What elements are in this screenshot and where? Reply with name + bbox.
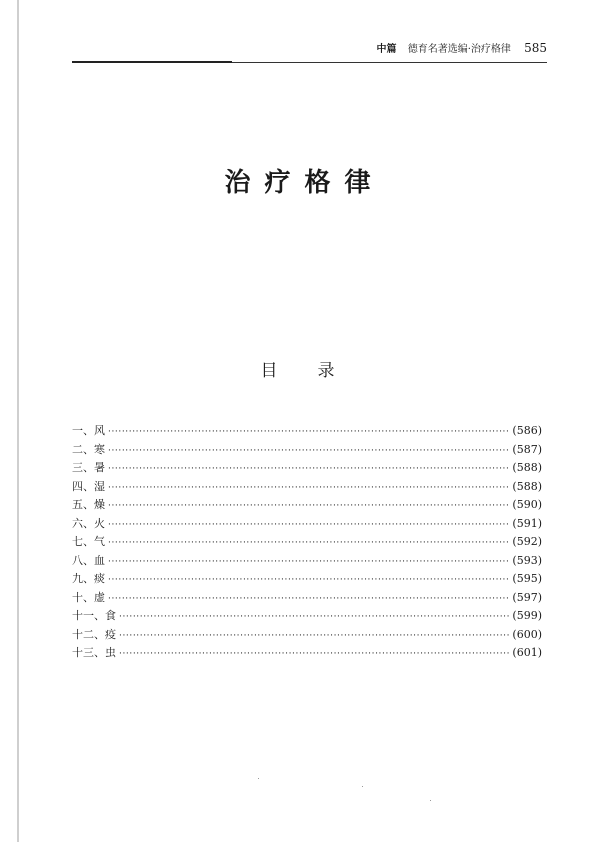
running-header: [72, 40, 547, 62]
toc-item[interactable]: [72, 626, 542, 645]
toc-leader-dots: [108, 497, 509, 516]
toc-item[interactable]: [72, 422, 542, 441]
toc-item-label: 八、血: [72, 553, 105, 567]
toc-item-label: 六、火: [72, 516, 105, 530]
scan-speck: [430, 800, 431, 801]
toc-leader-dots: [108, 442, 509, 461]
toc-item-label: 七、气: [72, 535, 105, 548]
toc-title: 目录: [260, 361, 375, 381]
toc-item-label: 三、暑: [72, 461, 105, 474]
toc-leader-dots: [119, 627, 509, 646]
toc-item-label: 二、寒: [72, 442, 105, 456]
toc-leader-dots: [119, 608, 509, 627]
toc-item[interactable]: [72, 478, 542, 497]
toc-item[interactable]: [72, 441, 542, 460]
chapter-title: 治疗格律: [224, 168, 385, 198]
toc-item-label: 十、虚: [72, 590, 105, 604]
toc-item-label: 一、风: [72, 424, 105, 437]
toc-item-page: (587): [512, 442, 542, 456]
toc-item-page: (600): [512, 627, 542, 641]
toc-item-page: (590): [512, 498, 542, 511]
toc-item[interactable]: [72, 552, 542, 571]
toc-item[interactable]: [72, 644, 542, 663]
scan-speck: [362, 786, 363, 787]
toc-item-page: (586): [512, 424, 542, 437]
header-page-number: 585: [524, 41, 547, 55]
toc-leader-dots: [108, 553, 509, 572]
toc-item-page: (601): [512, 646, 542, 659]
toc-item-page: (593): [512, 553, 542, 567]
toc-leader-dots: [108, 423, 509, 442]
toc-item[interactable]: [72, 570, 542, 589]
toc-item-page: (595): [512, 572, 542, 585]
toc-item[interactable]: [72, 607, 542, 626]
scan-speck: [258, 778, 259, 779]
toc-item-page: (597): [512, 590, 542, 604]
toc-item-label: 十二、疫: [72, 627, 116, 641]
toc-item-page: (592): [512, 535, 542, 548]
header-rule-accent: [72, 61, 232, 63]
toc-item-label: 五、燥: [72, 498, 105, 511]
toc-item-label: 十一、食: [72, 609, 116, 622]
toc-leader-dots: [108, 571, 509, 590]
toc-leader-dots: [108, 534, 509, 553]
toc-item-label: 九、痰: [72, 572, 105, 585]
toc-item[interactable]: [72, 459, 542, 478]
toc-leader-dots: [108, 479, 509, 498]
header-section: 中篇: [376, 44, 397, 55]
toc-item-label: 四、湿: [72, 479, 105, 493]
toc-item-label: 十三、虫: [72, 646, 116, 659]
toc-item[interactable]: [72, 496, 542, 515]
toc-item-page: (599): [512, 609, 542, 622]
page-binding-edge: [17, 0, 19, 842]
toc-item[interactable]: [72, 589, 542, 608]
toc-item-page: (591): [512, 516, 542, 530]
toc-item[interactable]: [72, 515, 542, 534]
toc-leader-dots: [108, 590, 509, 609]
toc-list: [72, 422, 542, 663]
toc-item-page: (588): [512, 461, 542, 474]
toc-leader-dots: [108, 460, 509, 479]
toc-item-page: (588): [512, 479, 542, 493]
toc-item[interactable]: [72, 533, 542, 552]
header-book-title: 德育名著选编·治疗格律: [407, 44, 511, 55]
toc-leader-dots: [108, 516, 509, 535]
toc-leader-dots: [119, 645, 509, 664]
